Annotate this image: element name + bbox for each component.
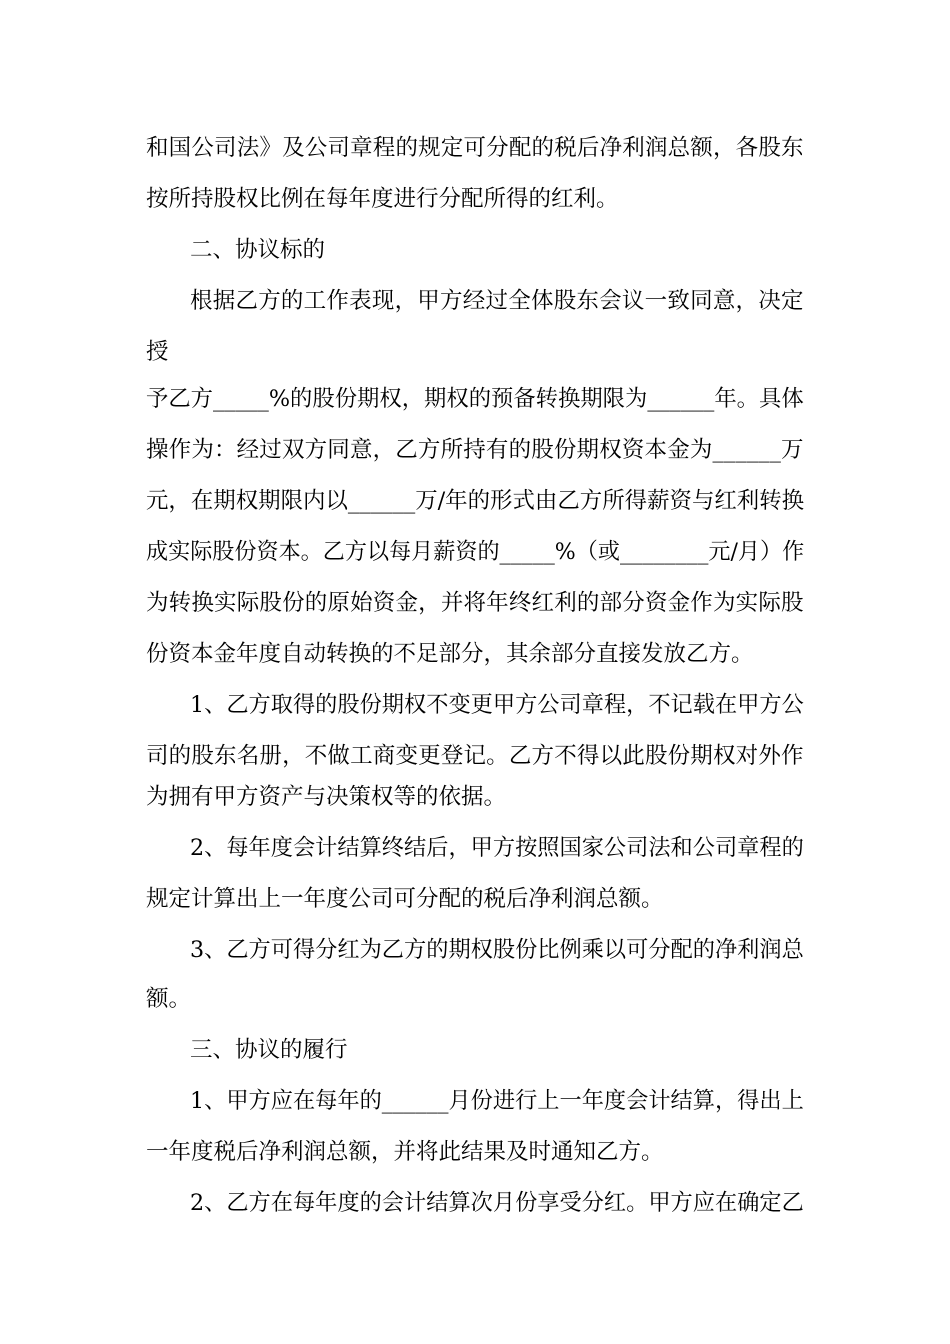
paragraph-line [0,131,950,165]
line-text: 2、每年度会计结算终结后，甲方按照国家公司法和公司章程的 [190,835,804,861]
section-heading-text: 二、协议标的 [190,237,326,263]
line-text: 3、乙方可得分红为乙方的期权股份比例乘以可分配的净利润总 [190,937,804,963]
paragraph-line [0,688,950,722]
paragraph-line [0,1135,950,1169]
paragraph-line [0,182,950,216]
paragraph-line [0,433,950,467]
paragraph-line [0,933,950,967]
line-text: 成实际股份资本。乙方以每月薪资的_____%（或________元/月）作 [146,539,805,565]
line-text: 1、乙方取得的股份期权不变更甲方公司章程，不记载在甲方公 [190,692,804,718]
paragraph-line [0,284,950,318]
line-text: 操作为：经过双方同意，乙方所持有的股份期权资本金为______万 [146,437,804,463]
paragraph-line [0,1084,950,1118]
line-text: 份资本金年度自动转换的不足部分，其余部分直接发放乙方。 [146,641,754,667]
line-text: 一年度税后净利润总额，并将此结果及时通知乙方。 [146,1139,664,1165]
paragraph-line [0,982,950,1016]
paragraph-line [0,637,950,671]
line-text: 规定计算出上一年度公司可分配的税后净利润总额。 [146,886,664,912]
paragraph-line [0,780,950,814]
line-text: 为转换实际股份的原始资金，并将年终红利的部分资金作为实际股 [146,590,804,616]
line-text: 按所持股权比例在每年度进行分配所得的红利。 [146,186,619,212]
paragraph-line [0,535,950,569]
line-text: 1、甲方应在每年的______月份进行上一年度会计结算，得出上 [190,1088,804,1114]
line-text: 根据乙方的工作表现，甲方经过全体股东会议一致同意，决定 [190,288,804,314]
paragraph-line [0,831,950,865]
line-text: 和国公司法》及公司章程的规定可分配的税后净利润总额，各股东 [146,135,804,161]
paragraph-line [0,586,950,620]
line-text: 予乙方_____%的股份期权，期权的预备转换期限为______年。具体 [146,386,804,412]
line-text: 额。 [146,986,192,1012]
line-text: 授 [146,339,169,365]
paragraph-line [0,335,950,369]
line-text: 2、乙方在每年度的会计结算次月份享受分红。甲方应在确定乙 [190,1190,804,1216]
paragraph-line [0,739,950,773]
paragraph-line [0,882,950,916]
paragraph-line [0,1186,950,1220]
section-heading-text: 三、协议的履行 [190,1037,348,1063]
paragraph-line [0,484,950,518]
line-text: 元，在期权期限内以______万/年的形式由乙方所得薪资与红利转换 [146,488,805,514]
section-heading [0,1033,950,1067]
section-heading [0,233,950,267]
paragraph-line [0,382,950,416]
line-text: 为拥有甲方资产与决策权等的依据。 [146,784,507,810]
line-text: 司的股东名册，不做工商变更登记。乙方不得以此股份期权对外作 [146,743,804,769]
